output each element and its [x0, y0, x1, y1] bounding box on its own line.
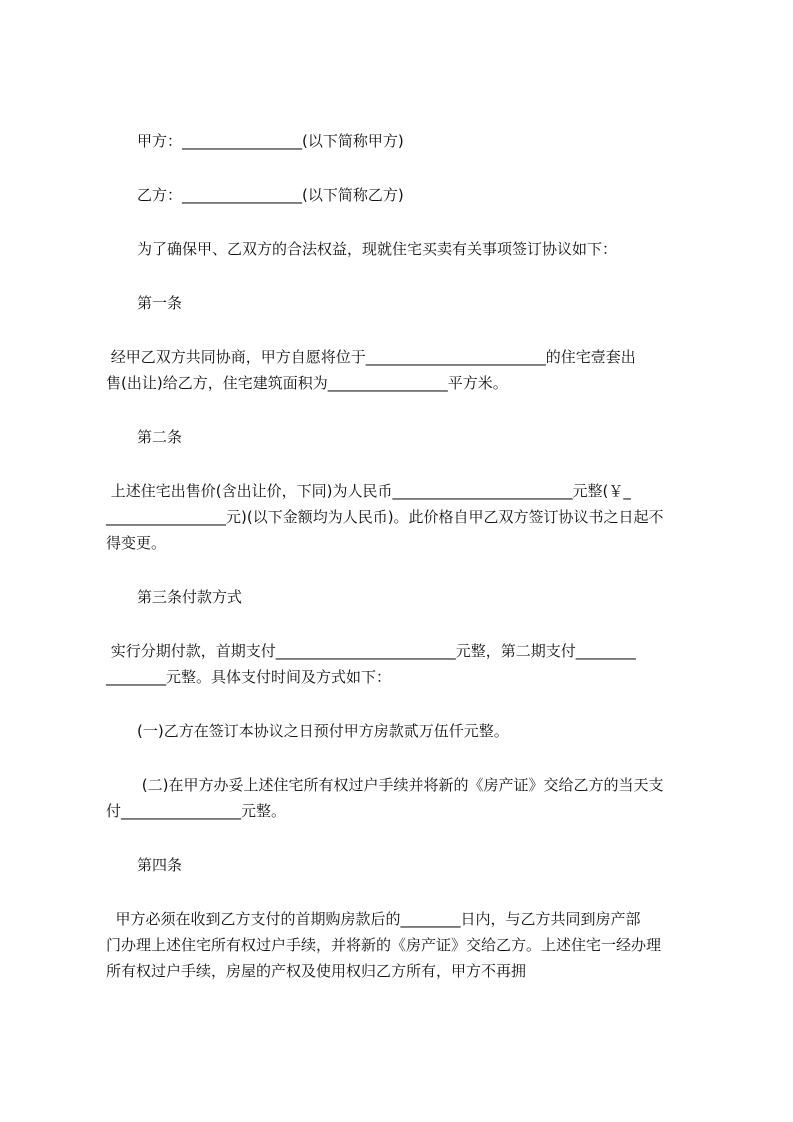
article-4-heading: 第四条	[137, 856, 183, 874]
article-3-heading: 第三条付款方式	[137, 588, 243, 606]
article-1-heading: 第一条	[137, 294, 183, 312]
article-4-line-2: 门办理上述住宅所有权过户手续，并将新的《房产证》交给乙方。上述住宅一经办理	[106, 936, 662, 954]
party-b-line: 乙方：________________(以下简称乙方)	[137, 186, 404, 204]
article-1-line-2: 售(出让)给乙方，住宅建筑面积为________________平方米。	[106, 374, 508, 392]
article-2-line-1: 上述住宅出售价(含出让价，下同)为人民币________________________元整(￥_	[106, 482, 631, 500]
payment-item-2-line-2: 付________________元整。	[106, 802, 287, 820]
party-a-line: 甲方：________________(以下简称甲方)	[137, 132, 404, 150]
payment-item-2-line-1: (二)在甲方办妥上述住宅所有权过户手续并将新的《房产证》交给乙方的当天支	[137, 776, 664, 794]
preamble-line: 为了确保甲、乙双方的合法权益，现就住宅买卖有关事项签订协议如下：	[137, 240, 618, 258]
article-2-line-3: 得变更。	[106, 534, 167, 552]
article-4-line-1: 甲方必须在收到乙方支付的首期购房款后的________日内，与乙方共同到房产部	[106, 910, 641, 928]
article-3-line-2: ________元整。具体支付时间及方式如下：	[106, 668, 392, 686]
article-1-line-1: 经甲乙双方共同协商，甲方自愿将位于________________________的住宅壹套出	[106, 348, 636, 366]
article-3-line-1: 实行分期付款，首期支付________________________元整，第二期支付________	[106, 642, 636, 660]
payment-item-1: (一)乙方在签订本协议之日预付甲方房款贰万伍仟元整。	[137, 722, 509, 740]
article-2-line-2: ________________元)(以下金额均为人民币)。此价格自甲乙双方签订协议书之日起不	[106, 508, 664, 526]
article-4-line-3: 所有权过户手续，房屋的产权及使用权归乙方所有，甲方不再拥	[106, 962, 527, 980]
article-2-heading: 第二条	[137, 428, 183, 446]
